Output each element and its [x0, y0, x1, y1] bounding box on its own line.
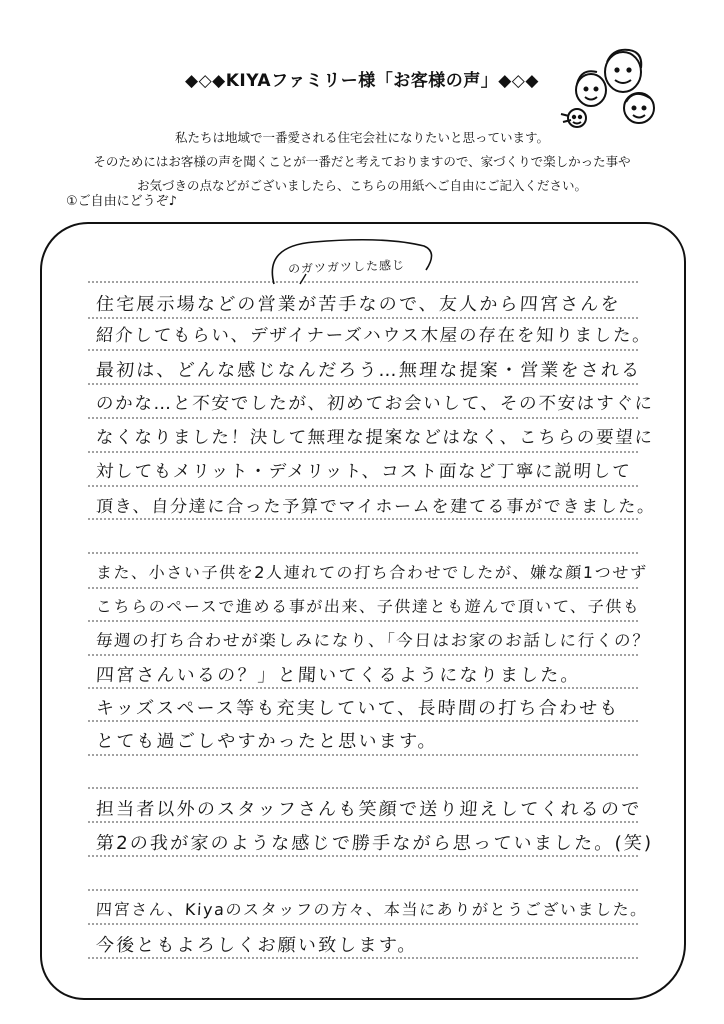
- comment-line: また、小さい子供を2人連れての打ち合わせでしたが、嫌な顔1つせず: [95, 563, 649, 582]
- comment-line: 住宅展示場などの営業が苦手なので、友人から四宮さんを: [95, 294, 622, 315]
- comment-line: 対してもメリット・デメリット、コスト面など丁寧に説明して: [95, 462, 632, 482]
- handwritten-annotation: のガツガツした感じ: [287, 257, 406, 277]
- family-illustration: [555, 44, 665, 134]
- comment-line: 最初は、どんな感じなんだろう…無理な提案・営業をされる: [95, 360, 642, 381]
- comment-line: 今後ともよろしくお願い致します。: [95, 935, 419, 956]
- comment-line: 四宮さん、Kiyaのスタッフの方々、本当にありがとうございました。: [95, 900, 649, 919]
- intro-line-3: お気づきの点などがございましたら、こちらの用紙へご自由にご記入ください。: [136, 178, 587, 193]
- intro-line-2: そのためにはお客様の声を聞くことが一番だと考えておりますので、家づくりで楽しかった事や: [93, 154, 631, 169]
- comment-line: 毎週の打ち合わせが楽しみになり、「今日はお家のお話しに行くの？: [95, 631, 651, 650]
- intro-text: [0, 126, 724, 198]
- comment-line: 第2の我が家のような感じで勝手ながら思っていました。(笑): [95, 833, 654, 854]
- intro-line-1: 私たちは地域で一番愛される住宅会社になりたいと思っています。: [174, 130, 549, 145]
- comment-line: なくなりました！決して無理な提案などはなく、こちらの要望に: [95, 428, 655, 448]
- page-title: ◆◇◆KIYAファミリー様「お客様の声」◆◇◆: [185, 71, 539, 91]
- free-comment-prompt: ①ご自由にどうぞ♪: [66, 194, 177, 209]
- comment-line: 四宮さんいるの？」と聞いてくるようになりました。: [95, 665, 582, 686]
- comment-line: キッズスペース等も充実していて、長時間の打ち合わせも: [95, 698, 621, 719]
- comment-line: 担当者以外のスタッフさんも笑顔で送り迎えしてくれるので: [95, 799, 642, 820]
- comment-line: 頂き、自分達に合った予算でマイホームを建てる事ができました。: [95, 497, 657, 517]
- comment-line: 紹介してもらい、デザイナーズハウス木屋の存在を知りました。: [95, 326, 653, 346]
- comment-line: とても過ごしやすかったと思います。: [95, 731, 439, 752]
- comment-line: のかな…と不安でしたが、初めてお会いして、その不安はすぐに: [95, 394, 655, 414]
- comment-line: こちらのペースで進める事が出来、子供達とも遊んで頂いて、子供も: [95, 597, 641, 616]
